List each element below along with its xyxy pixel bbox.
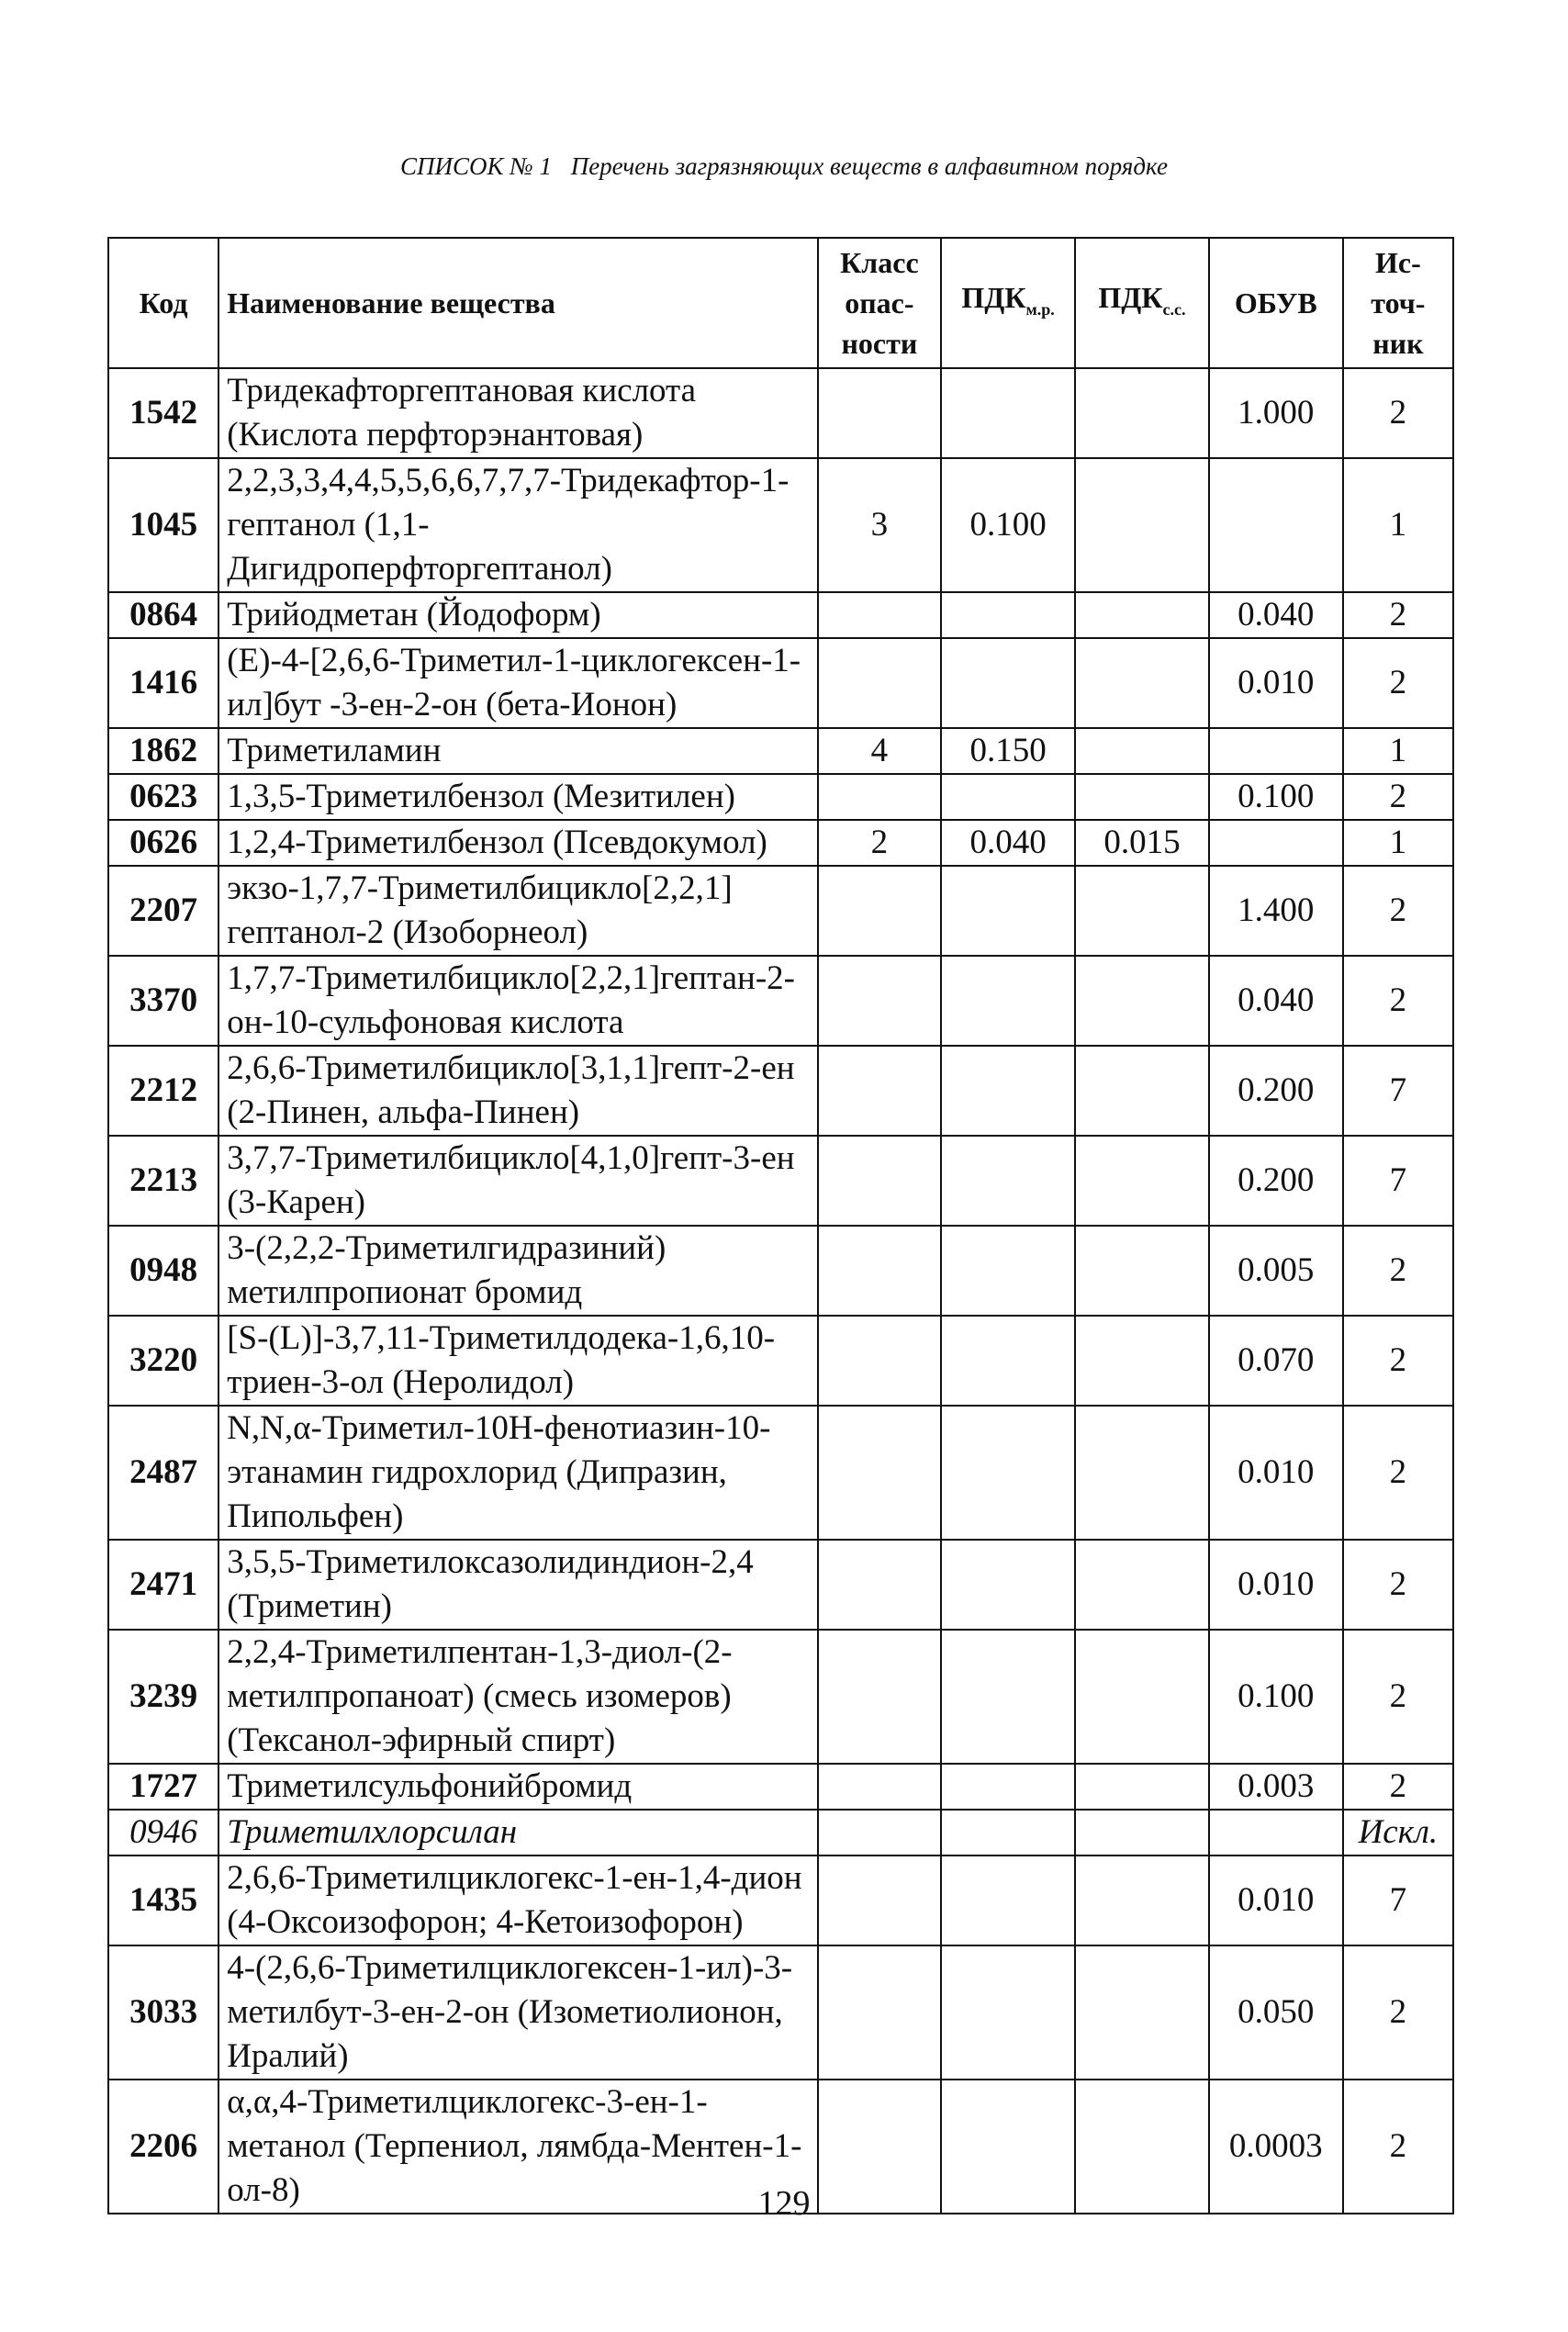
column-header-pdk-ss — [1075, 238, 1209, 368]
cell-pdk-mr — [941, 1945, 1075, 2080]
table-row — [108, 638, 1453, 728]
cell-hazard-class — [818, 1764, 942, 1810]
cell-obuv — [1209, 1810, 1343, 1856]
cell-pdk-ss — [1075, 368, 1209, 458]
cell-pdk-ss — [1075, 458, 1209, 592]
cell-source: 2 — [1343, 956, 1453, 1046]
table-row — [108, 1856, 1453, 1945]
table-row — [108, 956, 1453, 1046]
cell-hazard-class — [818, 1630, 942, 1764]
list-title: Перечень загрязняющих веществ в алфавитном порядке — [570, 152, 1168, 180]
cell-name: экзо-1,7,7-Триметилбицикло[2,2,1] гептанол-2 (Изоборнеол) — [218, 866, 817, 956]
cell-hazard-class — [818, 1316, 942, 1406]
cell-pdk-mr — [941, 1810, 1075, 1856]
cell-name: 2,6,6-Триметилбицикло[3,1,1]гепт-2-ен (2-Пинен, альфа-Пинен) — [218, 1046, 817, 1136]
cell-pdk-ss — [1075, 1630, 1209, 1764]
table-row — [108, 728, 1453, 774]
cell-source: Искл. — [1343, 1810, 1453, 1856]
cell-source: 1 — [1343, 458, 1453, 592]
table-row — [108, 1810, 1453, 1856]
cell-obuv: 0.200 — [1209, 1046, 1343, 1136]
cell-pdk-ss: 0.015 — [1075, 820, 1209, 866]
column-header-obuv: ОБУВ — [1209, 238, 1343, 368]
cell-source: 2 — [1343, 1540, 1453, 1630]
table-row — [108, 1046, 1453, 1136]
cell-pdk-mr — [941, 1764, 1075, 1810]
cell-hazard-class — [818, 1945, 942, 2080]
cell-code: 2206 — [108, 2080, 218, 2214]
cell-hazard-class — [818, 1136, 942, 1226]
cell-name: N,N,α-Триметил-10Н-фенотиазин-10-этанамин гидрохлорид (Дипразин, Пипольфен) — [218, 1406, 817, 1540]
cell-source: 2 — [1343, 638, 1453, 728]
cell-code: 3370 — [108, 956, 218, 1046]
cell-pdk-mr — [941, 1136, 1075, 1226]
pdk-ss-main: ПДК — [1098, 280, 1163, 314]
cell-pdk-ss — [1075, 1316, 1209, 1406]
table-row — [108, 458, 1453, 592]
column-header-pdk-mr — [941, 238, 1075, 368]
cell-code: 3220 — [108, 1316, 218, 1406]
cell-pdk-ss — [1075, 1810, 1209, 1856]
cell-source: 2 — [1343, 866, 1453, 956]
cell-pdk-mr: 0.040 — [941, 820, 1075, 866]
cell-name: Трийодметан (Йодоформ) — [218, 592, 817, 638]
cell-source: 2 — [1343, 368, 1453, 458]
cell-name: α,α,4-Триметилциклогекс-3-ен-1-метанол (Терпениол, лямбда-Ментен-1-ол-8) — [218, 2080, 817, 2214]
cell-pdk-ss — [1075, 1136, 1209, 1226]
pdk-mr-subscript: м.р. — [1025, 299, 1055, 319]
cell-obuv — [1209, 728, 1343, 774]
cell-name: 1,7,7-Триметилбицикло[2,2,1]гептан-2-он-10-сульфоновая кислота — [218, 956, 817, 1046]
cell-obuv: 0.100 — [1209, 774, 1343, 820]
pdk-mr-main: ПДК — [961, 280, 1026, 314]
column-header-hazard-class: Класс опас-ности — [818, 238, 942, 368]
cell-name: 2,2,4-Триметилпентан-1,3-диол-(2-метилпропаноат) (смесь изомеров) (Тексанол-эфирный спирт) — [218, 1630, 817, 1764]
cell-pdk-mr — [941, 1540, 1075, 1630]
cell-name: 3,7,7-Триметилбицикло[4,1,0]гепт-3-ен (3-Карен) — [218, 1136, 817, 1226]
cell-pdk-mr — [941, 1316, 1075, 1406]
cell-hazard-class — [818, 1540, 942, 1630]
table-row — [108, 1136, 1453, 1226]
cell-code: 0626 — [108, 820, 218, 866]
cell-hazard-class — [818, 956, 942, 1046]
cell-source: 1 — [1343, 728, 1453, 774]
cell-source: 7 — [1343, 1136, 1453, 1226]
table-header-row — [108, 238, 1453, 368]
cell-name: [S-(L)]-3,7,11-Триметилдодека-1,6,10-триен-3-ол (Неролидол) — [218, 1316, 817, 1406]
cell-pdk-ss — [1075, 1540, 1209, 1630]
cell-hazard-class — [818, 1856, 942, 1945]
substances-table — [107, 237, 1454, 2214]
cell-hazard-class — [818, 1406, 942, 1540]
cell-name: 4-(2,6,6-Триметилциклогексен-1-ил)-3-метилбут-3-ен-2-он (Изометиолионон, Иралий) — [218, 1945, 817, 2080]
cell-code: 3239 — [108, 1630, 218, 1764]
cell-pdk-ss — [1075, 774, 1209, 820]
table-row — [108, 592, 1453, 638]
cell-hazard-class: 4 — [818, 728, 942, 774]
table-row — [108, 866, 1453, 956]
table-row — [108, 1316, 1453, 1406]
cell-pdk-ss — [1075, 728, 1209, 774]
cell-source: 2 — [1343, 1316, 1453, 1406]
cell-source: 7 — [1343, 1856, 1453, 1945]
column-header-code: Код — [108, 238, 218, 368]
cell-hazard-class — [818, 1226, 942, 1316]
cell-code: 2212 — [108, 1046, 218, 1136]
table-body — [108, 368, 1453, 2214]
cell-code: 2471 — [108, 1540, 218, 1630]
cell-code: 2213 — [108, 1136, 218, 1226]
cell-name: 3,5,5-Триметилоксазолидиндион-2,4 (Триметин) — [218, 1540, 817, 1630]
cell-pdk-ss — [1075, 956, 1209, 1046]
cell-code: 1416 — [108, 638, 218, 728]
cell-code: 0623 — [108, 774, 218, 820]
cell-name: 2,6,6-Триметилциклогекс-1-ен-1,4-дион (4-Оксоизофорон; 4-Кетоизофорон) — [218, 1856, 817, 1945]
cell-pdk-mr — [941, 592, 1075, 638]
cell-pdk-ss — [1075, 1046, 1209, 1136]
cell-obuv: 0.200 — [1209, 1136, 1343, 1226]
cell-obuv: 0.070 — [1209, 1316, 1343, 1406]
cell-obuv: 0.010 — [1209, 1540, 1343, 1630]
cell-pdk-ss — [1075, 866, 1209, 956]
cell-pdk-mr — [941, 1856, 1075, 1945]
cell-source: 2 — [1343, 1764, 1453, 1810]
cell-obuv: 0.040 — [1209, 592, 1343, 638]
cell-obuv: 1.000 — [1209, 368, 1343, 458]
cell-source: 7 — [1343, 1046, 1453, 1136]
cell-name: 3-(2,2,2-Триметилгидразиний) метилпропионат бромид — [218, 1226, 817, 1316]
cell-hazard-class — [818, 368, 942, 458]
cell-hazard-class — [818, 774, 942, 820]
cell-pdk-mr: 0.100 — [941, 458, 1075, 592]
cell-obuv: 0.050 — [1209, 1945, 1343, 2080]
table-row — [108, 820, 1453, 866]
cell-name: Триметилхлорсилан — [218, 1810, 817, 1856]
cell-code: 0864 — [108, 592, 218, 638]
cell-obuv: 0.003 — [1209, 1764, 1343, 1810]
cell-source: 2 — [1343, 774, 1453, 820]
cell-source: 2 — [1343, 1226, 1453, 1316]
cell-code: 2487 — [108, 1406, 218, 1540]
page-number: 129 — [757, 2184, 811, 2223]
cell-pdk-mr: 0.150 — [941, 728, 1075, 774]
cell-source: 2 — [1343, 592, 1453, 638]
pdk-ss-subscript: с.с. — [1162, 299, 1186, 319]
cell-pdk-ss — [1075, 1226, 1209, 1316]
cell-pdk-ss — [1075, 592, 1209, 638]
cell-obuv: 0.010 — [1209, 638, 1343, 728]
cell-code: 1045 — [108, 458, 218, 592]
cell-pdk-mr — [941, 866, 1075, 956]
cell-pdk-ss — [1075, 638, 1209, 728]
cell-code: 0948 — [108, 1226, 218, 1316]
cell-pdk-ss — [1075, 1856, 1209, 1945]
cell-obuv: 0.010 — [1209, 1406, 1343, 1540]
cell-obuv — [1209, 820, 1343, 866]
column-header-name: Наименование вещества — [218, 238, 817, 368]
cell-code: 1542 — [108, 368, 218, 458]
cell-source: 2 — [1343, 1406, 1453, 1540]
cell-code: 1435 — [108, 1856, 218, 1945]
cell-pdk-ss — [1075, 1764, 1209, 1810]
column-header-source: Ис-точ-ник — [1343, 238, 1453, 368]
cell-pdk-mr — [941, 956, 1075, 1046]
cell-source: 1 — [1343, 820, 1453, 866]
cell-name: 1,2,4-Триметилбензол (Псевдокумол) — [218, 820, 817, 866]
cell-hazard-class — [818, 866, 942, 956]
cell-hazard-class — [818, 638, 942, 728]
cell-obuv: 0.010 — [1209, 1856, 1343, 1945]
cell-source: 2 — [1343, 1630, 1453, 1764]
page-header — [0, 152, 1568, 181]
cell-code: 2207 — [108, 866, 218, 956]
cell-name: Триметиламин — [218, 728, 817, 774]
cell-obuv: 0.0003 — [1209, 2080, 1343, 2214]
table-row — [108, 1764, 1453, 1810]
cell-code: 1862 — [108, 728, 218, 774]
cell-pdk-mr — [941, 638, 1075, 728]
table-row — [108, 1630, 1453, 1764]
cell-pdk-mr — [941, 1406, 1075, 1540]
cell-code: 3033 — [108, 1945, 218, 2080]
table-row — [108, 1226, 1453, 1316]
cell-pdk-ss — [1075, 1945, 1209, 2080]
list-label: СПИСОК № 1 — [400, 152, 552, 180]
table-row — [108, 1406, 1453, 1540]
cell-code: 0946 — [108, 1810, 218, 1856]
cell-hazard-class — [818, 592, 942, 638]
cell-obuv: 0.100 — [1209, 1630, 1343, 1764]
table-row — [108, 1945, 1453, 2080]
cell-pdk-ss — [1075, 1406, 1209, 1540]
cell-name: Тридекафторгептановая кислота (Кислота перфторэнантовая) — [218, 368, 817, 458]
cell-hazard-class — [818, 1810, 942, 1856]
cell-hazard-class: 3 — [818, 458, 942, 592]
cell-hazard-class: 2 — [818, 820, 942, 866]
cell-source: 2 — [1343, 2080, 1453, 2214]
table-row — [108, 1540, 1453, 1630]
cell-code: 1727 — [108, 1764, 218, 1810]
cell-hazard-class — [818, 1046, 942, 1136]
cell-obuv — [1209, 458, 1343, 592]
cell-name: 2,2,3,3,4,4,5,5,6,6,7,7,7-Тридекафтор-1-гептанол (1,1-Дигидроперфторгептанол) — [218, 458, 817, 592]
cell-obuv: 0.040 — [1209, 956, 1343, 1046]
cell-name: (E)-4-[2,6,6-Триметил-1-циклогексен-1-ил]бут -3-ен-2-он (бета-Ионон) — [218, 638, 817, 728]
cell-pdk-mr — [941, 774, 1075, 820]
cell-pdk-mr — [941, 1046, 1075, 1136]
table-row — [108, 368, 1453, 458]
cell-source: 2 — [1343, 1945, 1453, 2080]
cell-name: 1,3,5-Триметилбензол (Мезитилен) — [218, 774, 817, 820]
cell-pdk-mr — [941, 1226, 1075, 1316]
cell-name: Триметилсульфонийбромид — [218, 1764, 817, 1810]
cell-obuv: 0.005 — [1209, 1226, 1343, 1316]
cell-obuv: 1.400 — [1209, 866, 1343, 956]
cell-pdk-mr — [941, 368, 1075, 458]
table-row — [108, 774, 1453, 820]
cell-pdk-mr — [941, 1630, 1075, 1764]
